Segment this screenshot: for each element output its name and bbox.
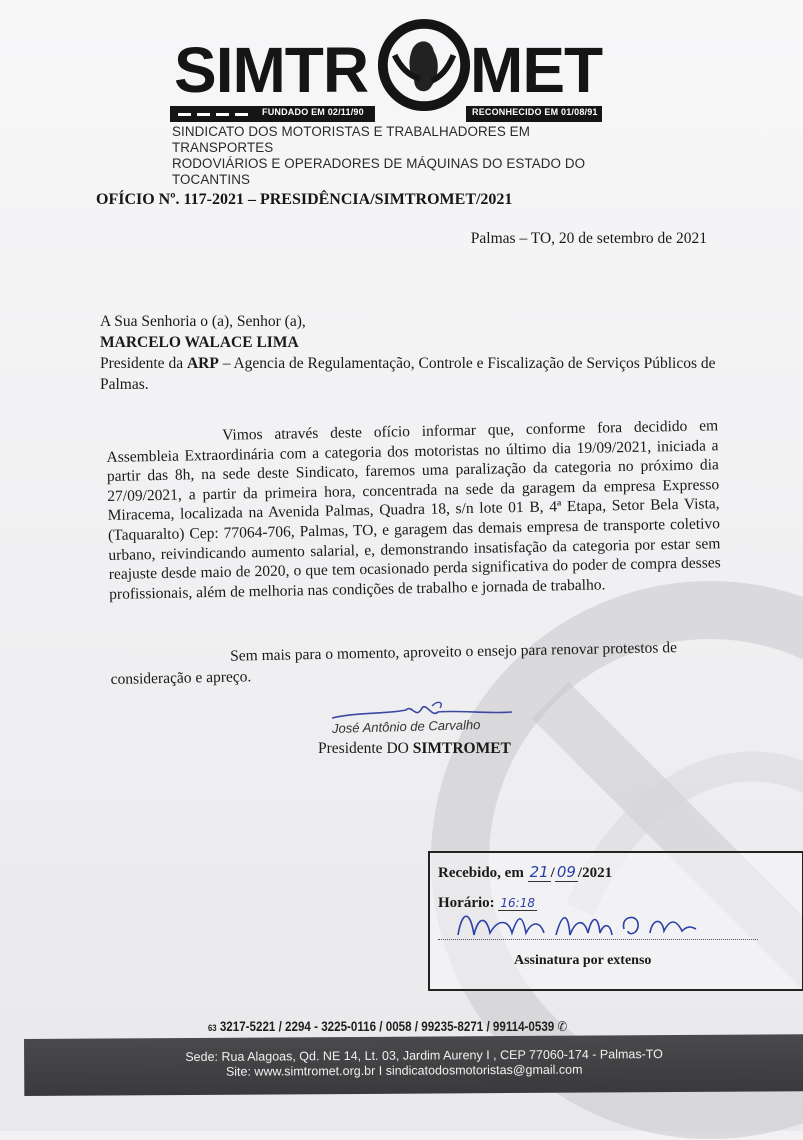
recipient-name: MARCELO WALACE LIMA — [100, 334, 299, 351]
salutation: A Sua Senhoria o (a), Senhor (a), — [100, 313, 306, 330]
brand-wordmark-left: SIMTR — [174, 34, 369, 106]
received-day: 21 — [529, 863, 549, 881]
receipt-stamp — [428, 851, 803, 991]
letter-reference: OFÍCIO Nº. 117-2021 – PRESIDÊNCIA/SIMTROMET/2021 — [96, 191, 513, 208]
closing-paragraph: Sem mais para o momento, aproveito o ensejo para renovar protestos de consideração e apreço. — [110, 639, 678, 688]
founded-date: FUNDADO EM 02/11/90 — [262, 107, 364, 117]
signer-role — [318, 740, 511, 758]
role-org: ARP — [186, 355, 219, 372]
time-value: 16:18 — [500, 896, 535, 910]
brand-header — [170, 28, 610, 118]
time-label: Horário: — [438, 895, 495, 911]
signer-role-org: SIMTROMET — [412, 740, 511, 757]
whatsapp-icon: ✆ — [557, 1019, 568, 1034]
phone-numbers: 3217-5221 / 2294 - 3225-0116 / 0058 / 99235-8271 / 99114-0539 — [219, 1019, 555, 1034]
signature-block — [318, 698, 558, 768]
body-paragraph: Vimos através deste ofício informar que, conforme fora decidido em Assembleia Extraordinária com a categoria dos motoristas no último dia 19/09/2021, iniciada a partir das 8h, na sede deste Sindicato, faremos uma paralização da categoria no próximo dia 27/09/2021, a partir da primeira hora, concentrada na sede da garagem da empresa Expresso Miracema, localizada na Avenida Palmas, Quadra 18, s/n lote 01 B, 4ª Etapa, Setor Bela Vista, (Taquaralto) Cep: 77064-706, Palmas, TO, e garagem das demais empresa de transporte coletivo urbano, reivindicando aumento salarial, e, demonstrando insatisfação da categoria por estar sem reajuste desde maio de 2020, o que tem ocasionado perda significativa do poder de compra desses profissionais, além de melhoria nas condições de trabalho e jornada de trabalho. — [106, 417, 721, 603]
place-date: Palmas – TO, 20 de setembro de 2021 — [470, 230, 707, 247]
received-year: /2021 — [577, 865, 613, 881]
letter-body — [106, 416, 721, 604]
brand-wordmark-right: MET — [470, 34, 603, 106]
received-month: 09 — [556, 863, 576, 881]
steering-wheel-logo-icon — [375, 16, 473, 114]
footer-bar — [24, 1034, 803, 1096]
addressee-block — [100, 311, 720, 395]
signer-role-prefix: Presidente DO — [318, 740, 409, 757]
recipient-role — [100, 353, 720, 395]
contact-phones — [208, 1019, 567, 1035]
bar-dashes — [178, 113, 254, 116]
union-name-line2: RODOVIÁRIOS E OPERADORES DE MÁQUINAS DO ESTADO DO TOCANTINS — [172, 156, 586, 187]
footer-contact: Site: www.simtromet.org.br I sindicatodosmotoristas@gmail.com — [225, 1062, 583, 1079]
area-code: 63 — [208, 1023, 217, 1033]
received-date-line: Recebido, em 21 / 09 /2021 — [438, 863, 613, 881]
signature-caption: Assinatura por extenso — [514, 953, 652, 968]
role-rest: – Agencia de Regulamentação, Controle e Fiscalização de Serviços Públicos de Palmas. — [100, 355, 716, 393]
footer-address: Sede: Rua Alagoas, Qd. NE 14, Lt. 03, Jardim Aureny I , CEP 77060-174 - Palmas-TO — [185, 1047, 663, 1065]
union-name-line1: SINDICATO DOS MOTORISTAS E TRABALHADORES EM TRANSPORTES — [172, 124, 530, 155]
signer-name: José Antônio de Carvalho — [331, 717, 481, 736]
role-prefix: Presidente da — [100, 355, 184, 372]
union-full-name — [172, 124, 612, 188]
recognized-date: RECONHECIDO EM 01/08/91 — [472, 107, 598, 117]
signature-line — [438, 939, 758, 940]
received-label: Recebido, em — [438, 865, 524, 881]
